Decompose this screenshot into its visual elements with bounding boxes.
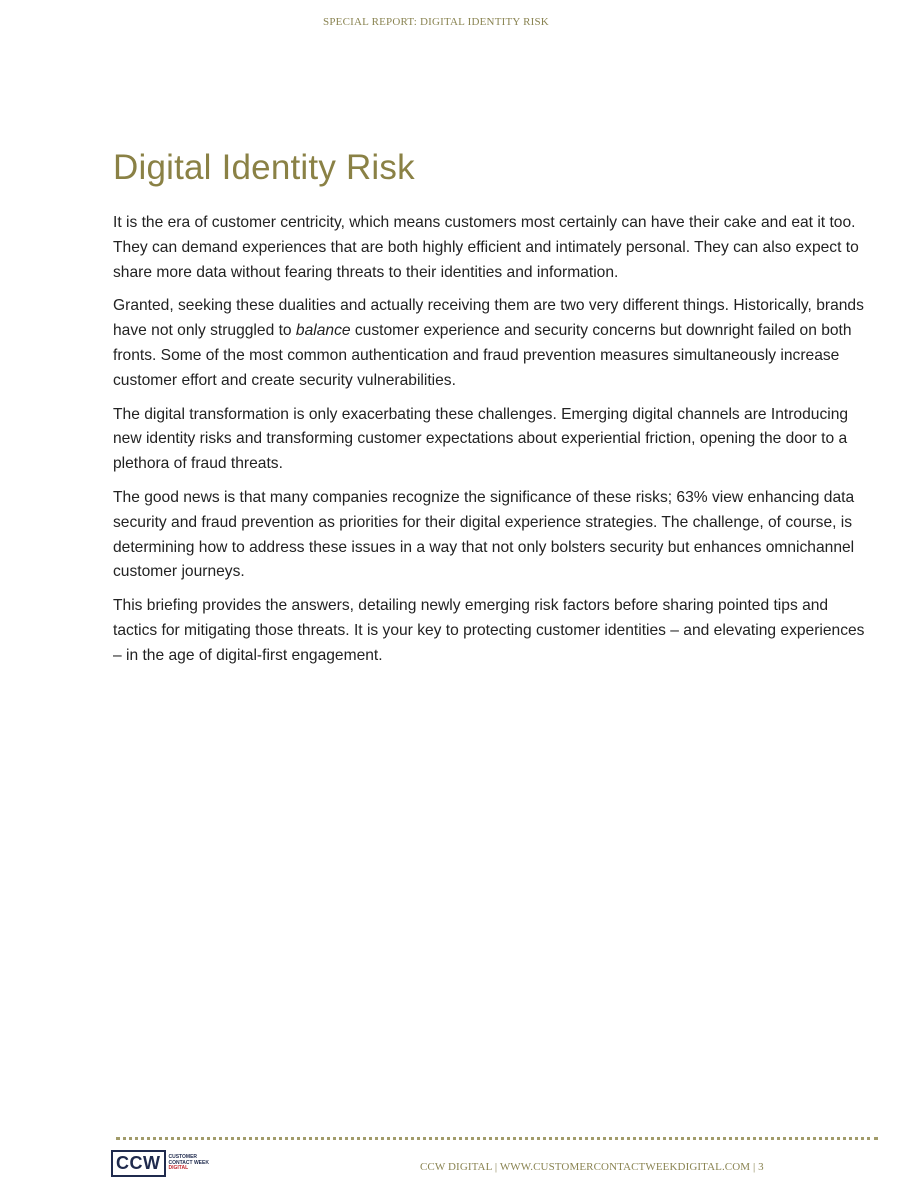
- logo-line-digital: DIGITAL: [168, 1165, 189, 1172]
- paragraph-digital-transformation: The digital transformation is only exacerbating these challenges. Emerging digital channels are Introducing new identity risks and transforming customer expectations about experiential friction, opening the door to a plethora of fraud threats.: [113, 405, 849, 473]
- page-title: Digital Identity Risk: [113, 148, 415, 187]
- paragraph-good-news: The good news is that many companies recognize the significance of these risks; 63% view enhancing data security and fraud prevention as priorities for their digital experience strategies. The challenge, of course, is determining how to address these issues in a way that not only bolsters security but enhances omnichannel customer journeys.: [113, 488, 855, 581]
- emphasis-balance: balance: [295, 322, 351, 340]
- body-text: [113, 211, 865, 678]
- paragraph-dualities: [113, 294, 865, 393]
- running-header: SPECIAL REPORT: DIGITAL IDENTITY RISK: [323, 16, 549, 28]
- ccw-logo-mark: CCW: [111, 1150, 166, 1177]
- ccw-logo: [111, 1150, 209, 1177]
- paragraph-dualities-start: Granted, seeking these dualities and actually receiving them are two very different things. Historically, brands have not only struggled to: [113, 297, 864, 340]
- footer-dotted-divider: [116, 1137, 878, 1140]
- paragraph-dualities-end: customer experience and security concerns but downright failed on both fronts. Some of the most common authentication and fraud prevention measures simultaneously increase customer effort and create security vulnerabilities.: [113, 322, 852, 389]
- paragraph-intro: It is the era of customer centricity, which means customers most certainly can have their cake and eat it too. They can demand experiences that are both highly efficient and intimately personal. They can also expect to share more data without fearing threats to their identities and information.: [113, 214, 859, 281]
- ccw-logo-wordmark: [169, 1155, 209, 1172]
- paragraph-briefing: This briefing provides the answers, detailing newly emerging risk factors before sharing pointed tips and tactics for mitigating those threats. It is your key to protecting customer identities – and elevating experiences – in the age of digital-first engagement.: [113, 597, 865, 664]
- logo-line-contact-week: CONTACT WEEK: [168, 1159, 209, 1166]
- logo-line-customer: CUSTOMER: [168, 1154, 198, 1161]
- footer-text: CCW DIGITAL | WWW.CUSTOMERCONTACTWEEKDIGITAL.COM | 3: [420, 1161, 764, 1173]
